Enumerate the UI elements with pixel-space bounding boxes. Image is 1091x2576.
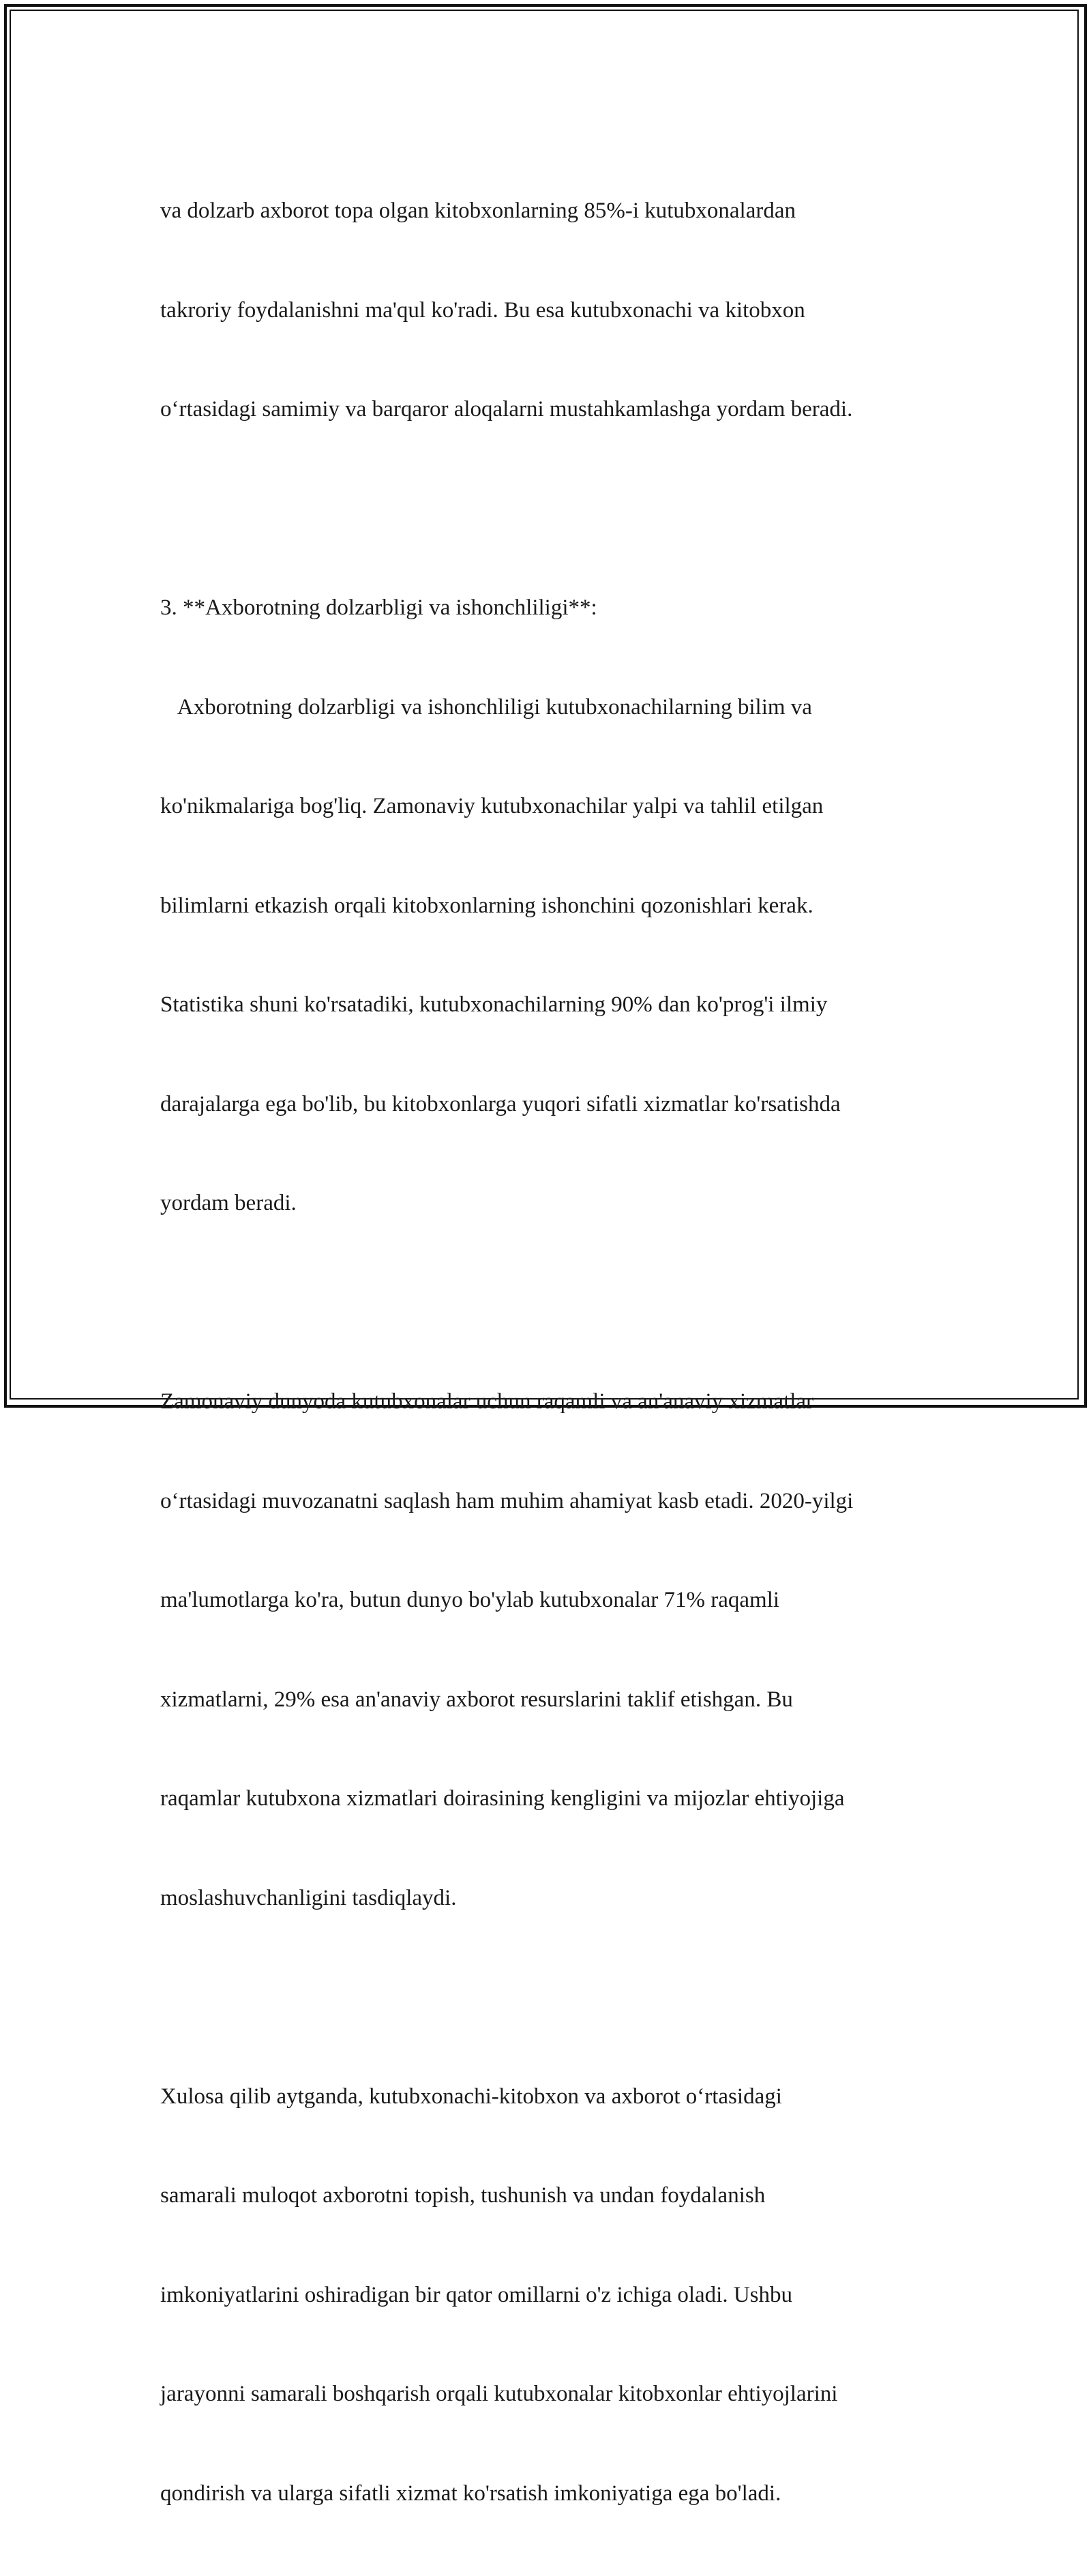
text-line: Xulosa qilib aytganda, kutubxonachi-kitobxon va axborot o‘rtasidagi <box>160 2080 944 2114</box>
text-line: imkoniyatlarini oshiradigan bir qator omillarni o'z ichiga oladi. Ushbu <box>160 2279 944 2312</box>
text-line: ko'nikmalariga bog'liq. Zamonaviy kutubxonachilar yalpi va tahlil etilgan <box>160 790 944 823</box>
text-line: va dolzarb axborot topa olgan kitobxonlarning 85%-i kutubxonalardan <box>160 194 944 228</box>
text-line: Statistika shuni ko'rsatadiki, kutubxonachilarning 90% dan ko'prog'i ilmiy <box>160 988 944 1022</box>
text-line: ma'lumotlarga ko'ra, butun dunyo bo'ylab kutubxonalar 71% raqamli <box>160 1584 944 1617</box>
section-heading: 3. **Axborotning dolzarbligi va ishonchliligi**: <box>160 591 944 625</box>
text-line: Axborotning dolzarbligi va ishonchliligi kutubxonachilarning bilim va <box>160 691 944 724</box>
text-line: darajalarga ega bo'lib, bu kitobxonlarga yuqori sifatli xizmatlar ko'rsatishda <box>160 1088 944 1121</box>
text-line: yordam beradi. <box>160 1187 944 1220</box>
text-line: bilimlarni etkazish orqali kitobxonlarning ishonchini qozonishlari kerak. <box>160 889 944 923</box>
text-line: takroriy foydalanishni ma'qul ko'radi. Bu esa kutubxonachi va kitobxon <box>160 294 944 327</box>
text-line: moslashuvchanligini tasdiqlaydi. <box>160 1882 944 1915</box>
paragraph-section-3 <box>160 525 944 1286</box>
document-body <box>160 128 944 2576</box>
text-line: jarayonni samarali boshqarish orqali kutubxonalar kitobxonlar ehtiyojlarini <box>160 2378 944 2411</box>
paragraph-spacer <box>160 492 944 526</box>
paragraph-intro-continuation <box>160 128 944 492</box>
paragraph-spacer <box>160 1286 944 1320</box>
paragraph-spacer <box>160 1981 944 2014</box>
text-line: o‘rtasidagi samimiy va barqaror aloqalarni mustahkamlashga yordam beradi. <box>160 393 944 426</box>
text-line: Zamonaviy dunyoda kutubxonalar uchun raqamli va an'anaviy xizmatlar <box>160 1385 944 1419</box>
paragraph-conclusion <box>160 2014 944 2576</box>
paragraph-digital-balance <box>160 1319 944 1981</box>
text-line: qondirish va ularga sifatli xizmat ko'rsatish imkoniyatiga ega bo'ladi. <box>160 2477 944 2511</box>
text-line: raqamlar kutubxona xizmatlari doirasining kengligini va mijozlar ehtiyojiga <box>160 1782 944 1816</box>
text-line: o‘rtasidagi muvozanatni saqlash ham muhim ahamiyat kasb etadi. 2020-yilgi <box>160 1485 944 1518</box>
text-line: samarali muloqot axborotni topish, tushunish va undan foydalanish <box>160 2179 944 2212</box>
text-line: xizmatlarni, 29% esa an'anaviy axborot resurslarini taklif etishgan. Bu <box>160 1683 944 1717</box>
